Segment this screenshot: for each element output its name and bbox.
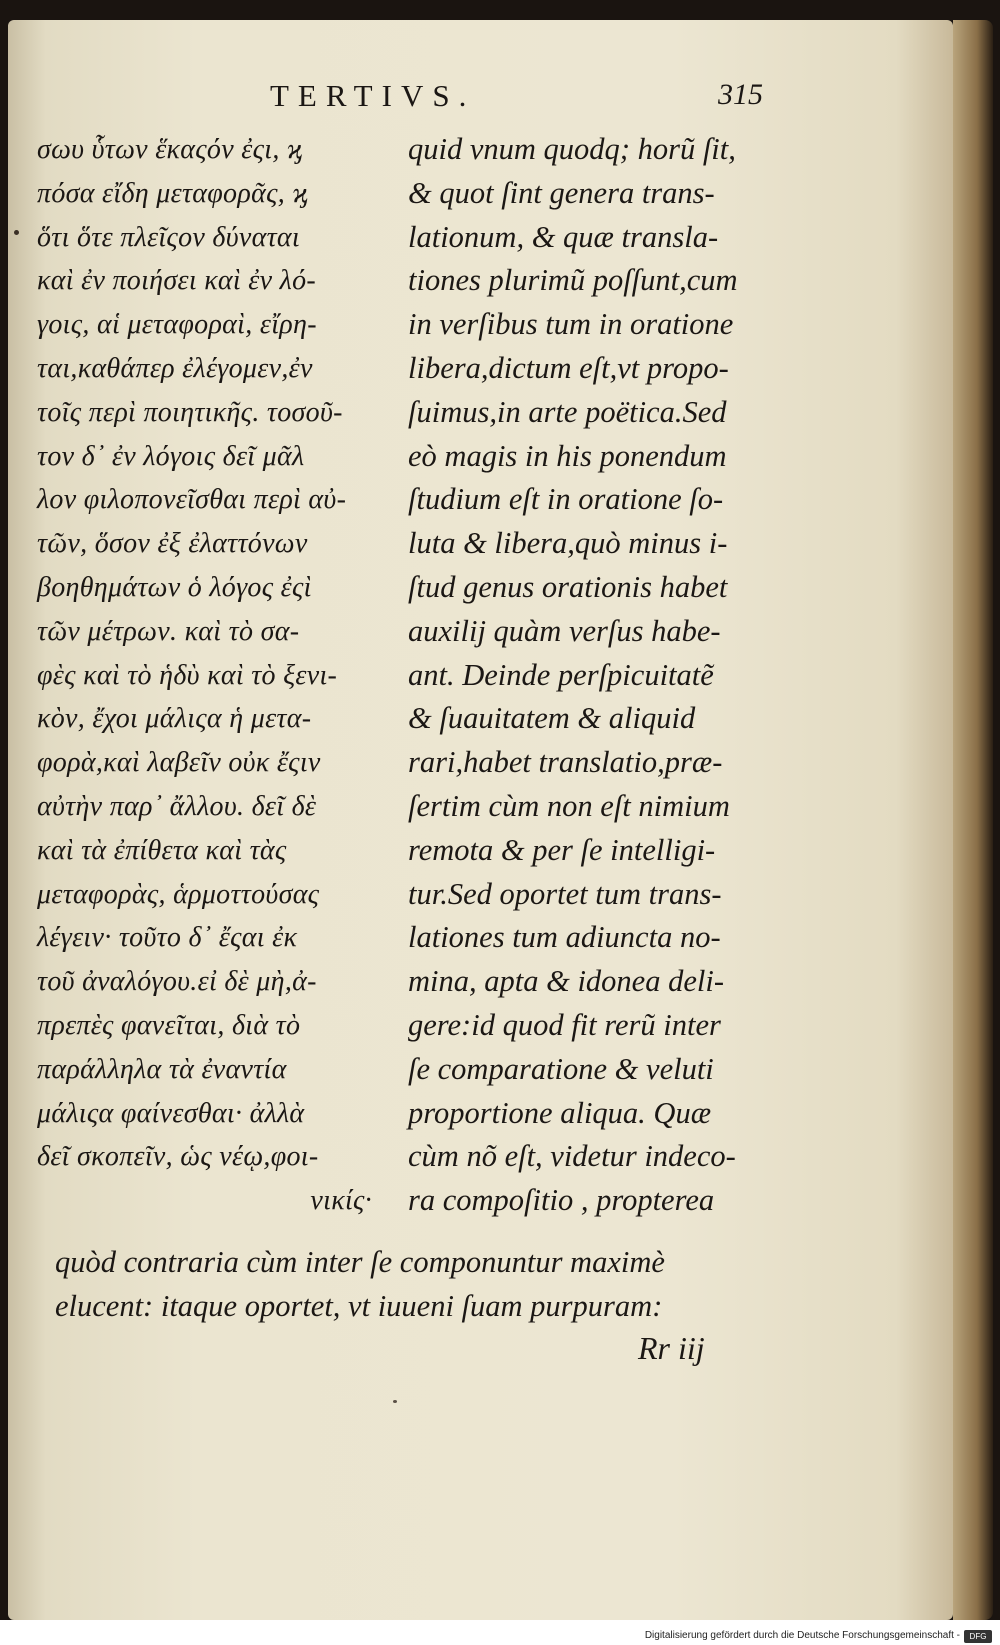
greek-line: τῶν μέτρων. καὶ τὸ σα- [37,615,300,647]
latin-line: rari,habet translatio,præ- [408,745,723,780]
latin-line: lationes tum adiuncta no- [408,920,721,955]
latin-line: in verſibus tum in oratione [408,307,734,342]
latin-line: ſtud genus orationis habet [408,569,728,604]
greek-line: τον δ᾽ ἐν λόγοις δεῖ μᾶλ [37,440,305,472]
greek-line: δεῖ σκοπεῖν, ὡς νέῳ,φοι- [37,1141,319,1173]
running-title-text: TERTIVS. [270,78,476,113]
latin-line: mina, apta & idonea deli- [408,964,724,999]
latin-column [408,128,788,1223]
folio-number: 315 [718,78,763,111]
page-edge [953,20,993,1620]
latin-line: ſuimus,in arte poëtica.Sed [408,394,727,429]
signature-mark: Rr iij [638,1330,705,1366]
latin-line: gere:id quod fit rerũ inter [408,1007,721,1042]
latin-line: proportione aliqua. Quæ [408,1095,712,1130]
greek-line: γοις, αἱ μεταφοραὶ, εἴρη- [37,309,317,341]
greek-line: τοῖς περὶ ποιητικῆς. τοσοῦ- [37,396,343,428]
ink-speck [393,1400,397,1403]
full-width-text [55,1240,795,1328]
latin-line: libera,dictum eſt,vt propo- [408,350,729,385]
latin-line: & quot ſint genera trans- [408,175,715,210]
greek-line: ται,καθάπερ ἐλέγομεν,ἐν [37,352,313,384]
latin-line: eò magis in his ponendum [408,438,727,473]
greek-line: παράλληλα τὰ ἐναντία [37,1053,287,1085]
latin-line: ſertim cùm non eſt nimium [408,788,730,823]
latin-line: ſe comparatione & veluti [408,1051,714,1086]
latin-line: ant. Deinde perſpicuitatẽ [408,657,714,692]
greek-line: σωυ ὗτων ἕκαςόν ἐςι, ϗ [37,134,303,165]
greek-line: μεταφορὰς, ἁρμοττούσας [37,878,320,910]
latin-line: auxilij quàm verſus habe- [408,613,721,648]
greek-line: αὐτὴν παρ᾽ ἄλλου. δεῖ δὲ [37,790,317,822]
greek-line: μάλιςα φαίνεσθαι· ἀλλὰ [37,1097,305,1129]
latin-line: tiones plurimũ poſſunt,cum [408,263,738,298]
greek-line: φὲς καὶ τὸ ἡδὺ καὶ τὸ ξενι- [37,659,338,691]
latin-line: remota & per ſe intelligi- [408,832,716,867]
latin-line: ſtudium eſt in oratione ſo- [408,482,724,517]
margin-mark [14,230,19,235]
greek-line: βοηθημάτων ὁ λόγος ἐςὶ [37,571,312,603]
greek-line: πόσα εἴδη μεταφορᾶς, ϗ [37,177,309,209]
latin-line: lationum, & quæ transla- [408,219,719,254]
greek-line: τῶν, ὅσον ἐξ ἐλαττόνων [37,528,308,560]
latin-line: cùm nõ eſt, videtur indeco- [408,1139,736,1174]
latin-line: quid vnum quodq; horũ ſit, [408,132,736,166]
latin-line: ra compoſitio , propterea [408,1183,715,1218]
greek-line: πρεπὲς φανεῖται, διὰ τὸ [37,1009,301,1041]
footer-credit: Digitalisierung gefördert durch die Deutsche Forschungsgemeinschaft - [644,1630,960,1641]
greek-column [37,128,392,1223]
footer-bar [0,1630,1000,1645]
latin-line: & ſuauitatem & aliquid [408,701,696,736]
full-line: quòd contraria cùm inter ſe componuntur maximè [55,1245,665,1279]
greek-line: καὶ τὰ ἐπίθετα καὶ τὰς [37,834,287,866]
greek-line: κὸν, ἔχοι μάλιςα ἡ μετα- [37,703,312,735]
greek-line: νικίς· [310,1185,372,1217]
running-title [270,78,475,114]
greek-line: λέγειν· τοῦτο δ᾽ ἔςαι ἐκ [37,922,298,954]
latin-line: tur.Sed oportet tum trans- [408,876,722,911]
greek-line: ὅτι ὅτε πλεῖςον δύναται [37,221,301,253]
greek-line: τοῦ ἀναλόγου.εἰ δὲ μὴ,ἀ- [37,966,317,998]
full-line: elucent: itaque oportet, vt iuueni ſuam purpuram: [55,1289,663,1323]
greek-line: φορὰ,καὶ λαβεῖν οὐκ ἔςιν [37,747,321,779]
greek-line: λον φιλοπονεῖσθαι περὶ αὐ- [37,484,347,516]
latin-line: luta & libera,quò minus i- [408,526,728,561]
dfg-logo: DFG [964,1630,992,1643]
greek-line: καὶ ἐν ποιήσει καὶ ἐν λό- [37,265,317,297]
